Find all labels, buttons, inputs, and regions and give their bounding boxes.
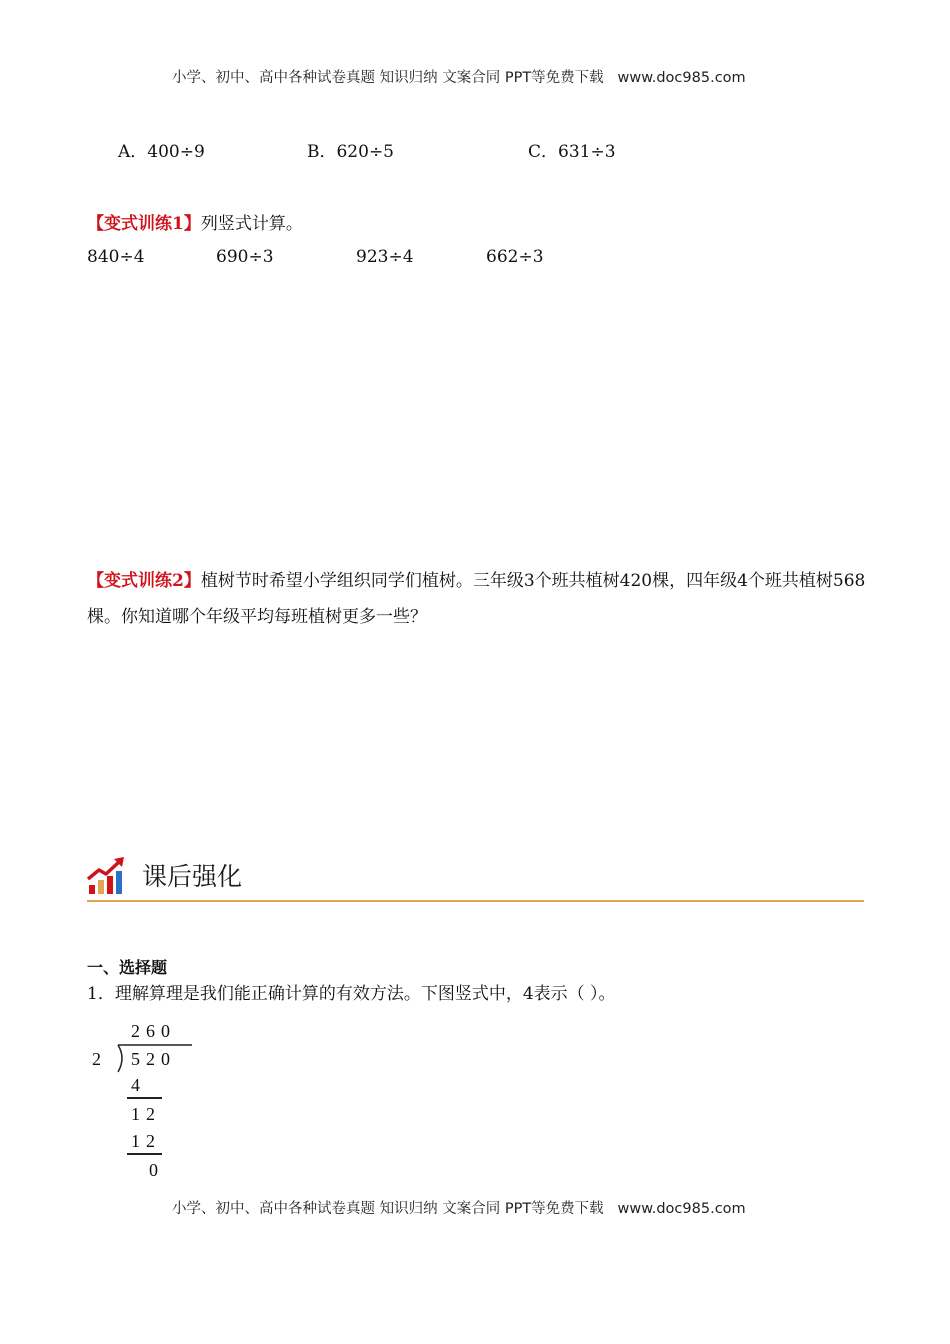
- question1-text: 1．理解算理是我们能正确计算的有效方法。下图竖式中，4表示（ ）。: [87, 984, 616, 1004]
- step-subtract-1: 4: [131, 1075, 146, 1095]
- page-footer: [172, 1197, 746, 1218]
- step-remainder-1: 12: [131, 1104, 161, 1124]
- drill1-problem-4: 662÷3: [486, 247, 544, 267]
- option-b: B．620÷5: [307, 142, 395, 162]
- quotient: 260: [131, 1021, 176, 1041]
- divisor: 2: [92, 1049, 107, 1069]
- drill2-paragraph: [87, 563, 867, 635]
- drill1-problem-1: 840÷4: [87, 247, 145, 267]
- drill1-tag: 【变式训练1】: [87, 214, 201, 234]
- option-a: A．400÷9: [118, 142, 205, 162]
- header-site-link[interactable]: www.doc985.com: [617, 70, 746, 86]
- drill1-problem-2: 690÷3: [216, 247, 274, 267]
- drill1-problem-3: 923÷4: [356, 247, 414, 267]
- section-title: 课后强化: [142, 862, 243, 891]
- step-line-2: [127, 1153, 162, 1155]
- step-line-1: [127, 1097, 162, 1099]
- step-remainder-final: 0: [149, 1160, 164, 1180]
- drill1-prompt: 列竖式计算。: [200, 214, 303, 234]
- page-header: [172, 66, 746, 87]
- section-icon: [86, 855, 128, 897]
- header-text: 小学、初中、高中各种试卷真题 知识归纳 文案合同 PPT等免费下载: [172, 70, 604, 86]
- drill1-heading: [87, 209, 303, 234]
- footer-site-link[interactable]: www.doc985.com: [617, 1201, 746, 1217]
- option-c: C．631÷3: [528, 142, 616, 162]
- rising-bar-chart-icon: [86, 855, 128, 897]
- section-divider: [87, 900, 864, 902]
- dividend: 520: [131, 1049, 176, 1069]
- drill2-tag: 【变式训练2】: [87, 571, 201, 591]
- step-subtract-2: 12: [131, 1131, 161, 1151]
- drill2-text: 植树节时希望小学组织同学们植树。三年级3个班共植树420棵，四年级4个班共植树568棵。你知道哪个年级平均每班植树更多一些？: [87, 571, 866, 627]
- footer-text: 小学、初中、高中各种试卷真题 知识归纳 文案合同 PPT等免费下载: [172, 1201, 604, 1217]
- part1-heading: 一、选择题: [87, 958, 168, 977]
